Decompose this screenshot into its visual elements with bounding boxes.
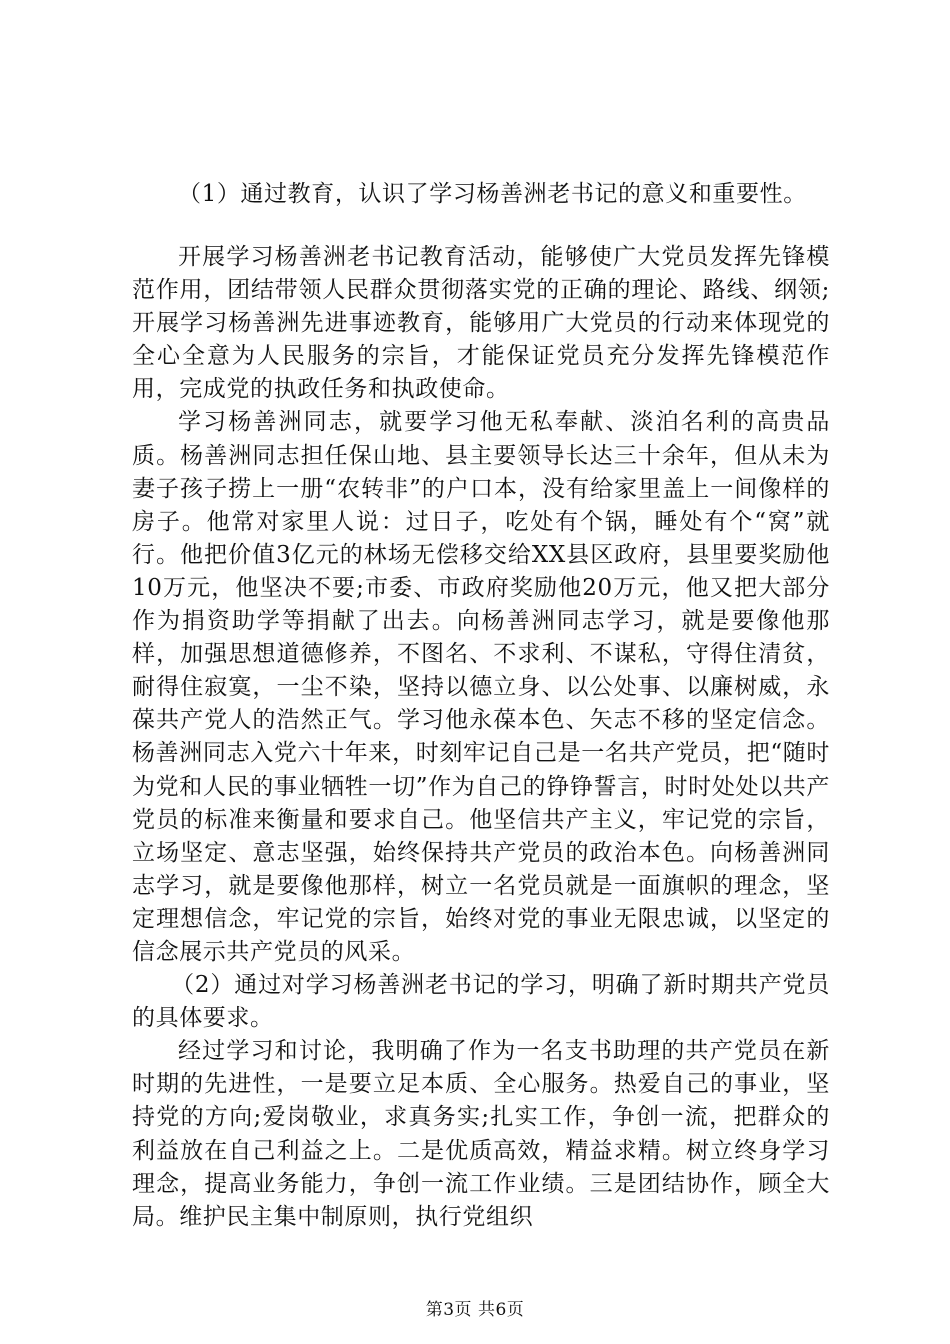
document-body <box>132 241 830 1234</box>
paragraph-requirements: 经过学习和讨论，我明确了作为一名支书助理的共产党员在新时期的先进性，一是要立足本质、全心服务。热爱自己的事业，坚持党的方向;爱岗敬业，求真务实;扎实工作，争创一流，把群众的利益放在自己利益之上。二是优质高效，精益求精。树立终身学习理念，提高业务能力，争创一流工作业绩。三是团结协作，顾全大局。维护民主集中制原则，执行党组织 <box>132 1038 830 1230</box>
section-heading-1: （1）通过教育，认识了学习杨善洲老书记的意义和重要性。 <box>178 181 807 207</box>
section-heading-2: （2）通过对学习杨善洲老书记的学习，明确了新时期共产党员的具体要求。 <box>132 972 830 1032</box>
page-number-footer: 第3页 共6页 <box>425 1300 525 1320</box>
paragraph-significance: 开展学习杨善洲老书记教育活动，能够使广大党员发挥先锋模范作用，团结带领人民群众贯彻落实党的正确的理论、路线、纲领;开展学习杨善洲先进事迹教育，能够用广大党员的行动来体现党的全心全意为人民服务的宗旨，才能保证党员充分发挥先锋模范作用，完成党的执政任务和执政使命。 <box>132 244 830 403</box>
paragraph-learn-qualities: 学习杨善洲同志，就要学习他无私奉献、淡泊名利的高贵品质。杨善洲同志担任保山地、县主要领导长达三十余年，但从未为妻子孩子捞上一册“农转非”的户口本，没有给家里盖上一间像样的房子。他常对家里人说：过日子，吃处有个锅，睡处有个“窝”就行。他把价值3亿元的林场无偿移交给XX县区政府，县里要奖励他10万元，他坚决不要;市委、市政府奖励他20万元，他又把大部分作为捐资助学等捐献了出去。向杨善洲同志学习，就是要像他那样，加强思想道德修养，不图名、不求利、不谋私，守得住清贫，耐得住寂寞，一尘不染，坚持以德立身、以公处事、以廉树威，永葆共产党人的浩然正气。学习他永葆本色、矢志不移的坚定信念。杨善洲同志入党六十年来，时刻牢记自己是一名共产党员，把“随时为党和人民的事业牺牲一切”作为自己的铮铮誓言，时时处处以共产党员的标准来衡量和要求自己。他坚信共产主义，牢记党的宗旨，立场坚定、意志坚强，始终保持共产党员的政治本色。向杨善洲同志学习，就是要像他那样，树立一名党员就是一面旗帜的理念，坚定理想信念，牢记党的宗旨，始终对党的事业无限忠诚，以坚定的信念展示共产党员的风采。 <box>132 409 830 965</box>
